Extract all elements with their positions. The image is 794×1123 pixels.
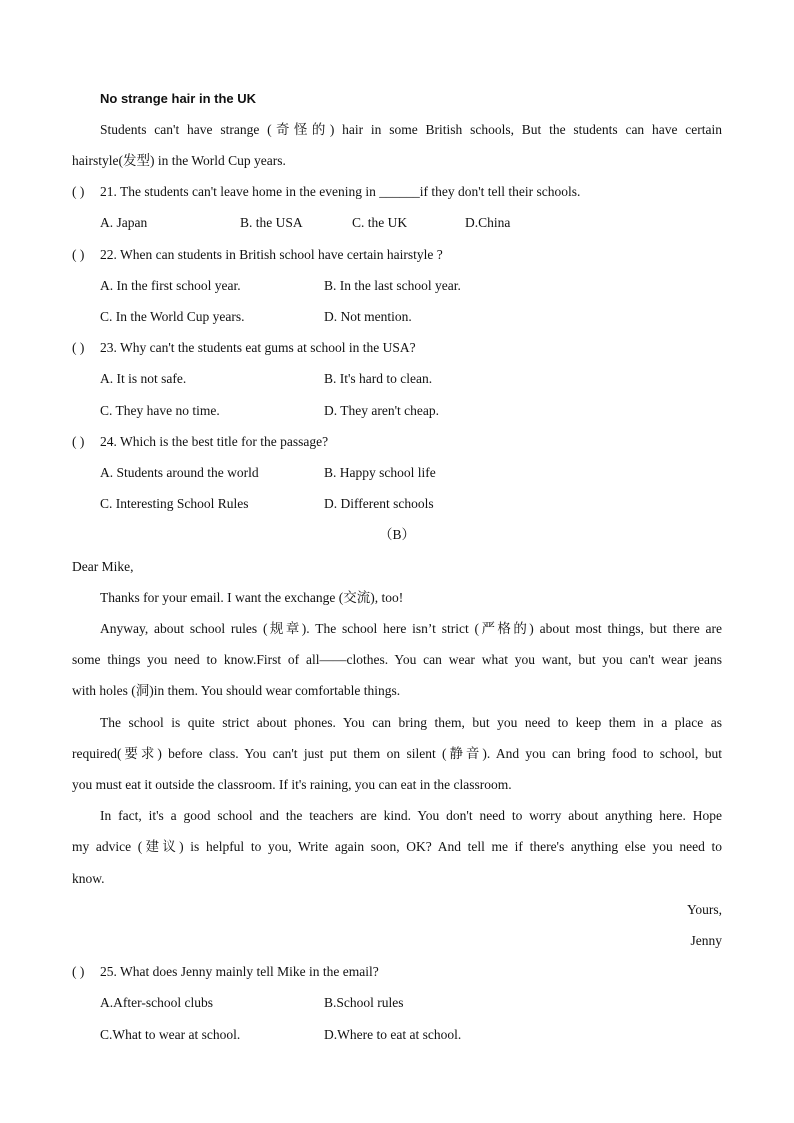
option-a[interactable]: A.After-school clubs xyxy=(100,995,213,1010)
option-c[interactable]: C. the UK xyxy=(352,215,408,230)
question-24: 24. Which is the best title for the passage? xyxy=(100,434,329,449)
option-d[interactable]: D.Where to eat at school. xyxy=(324,1027,462,1042)
paragraph-line: my advice (建议) is helpful to you, Write again soon, OK? And tell me if there's anything else you need to xyxy=(72,839,722,854)
answer-blank[interactable]: ( ) xyxy=(72,964,85,979)
option-d[interactable]: D.China xyxy=(465,215,511,230)
option-a[interactable]: A. In the first school year. xyxy=(100,278,241,293)
option-b[interactable]: B. Happy school life xyxy=(324,465,436,480)
option-c[interactable]: C. In the World Cup years. xyxy=(100,309,245,324)
option-b[interactable]: B.School rules xyxy=(324,995,404,1010)
question-21: 21. The students can't leave home in the evening in ______if they don't tell their schools. xyxy=(100,184,581,199)
question-23: 23. Why can't the students eat gums at school in the USA? xyxy=(100,340,416,355)
paragraph-line: with holes (洞)in them. You should wear comfortable things. xyxy=(72,683,401,698)
question-22: 22. When can students in British school have certain hairstyle ? xyxy=(100,247,443,262)
paragraph-line: Anyway, about school rules (规章). The school here isn’t strict (严格的) about most things, but there are xyxy=(100,621,722,636)
option-c[interactable]: C. They have no time. xyxy=(100,403,220,418)
option-c[interactable]: C. Interesting School Rules xyxy=(100,496,249,511)
answer-blank[interactable]: ( ) xyxy=(72,434,85,449)
option-b[interactable]: B. In the last school year. xyxy=(324,278,461,293)
option-d[interactable]: D. Not mention. xyxy=(324,309,412,324)
paragraph-line: hairstyle(发型) in the World Cup years. xyxy=(72,153,286,168)
paragraph-line: know. xyxy=(72,871,105,886)
paragraph-line: In fact, it's a good school and the teachers are kind. You don't need to worry about anything here. Hope xyxy=(100,808,722,823)
letter-closing: Yours, xyxy=(686,902,722,917)
letter-signature: Jenny xyxy=(690,933,722,948)
paragraph-line: some things you need to know.First of all——clothes. You can wear what you want, but you can't wear jeans xyxy=(72,652,722,667)
answer-blank[interactable]: ( ) xyxy=(72,340,85,355)
option-a[interactable]: A. It is not safe. xyxy=(100,371,187,386)
option-a[interactable]: A. Japan xyxy=(100,215,148,230)
answer-blank[interactable]: ( ) xyxy=(72,184,85,199)
option-d[interactable]: D. They aren't cheap. xyxy=(324,403,440,418)
option-d[interactable]: D. Different schools xyxy=(324,496,434,511)
paragraph-line: Students can't have strange (奇怪的) hair in some British schools, But the students can have certain xyxy=(100,122,722,137)
answer-blank[interactable]: ( ) xyxy=(72,247,85,262)
section-heading: （B） xyxy=(378,527,415,542)
option-a[interactable]: A. Students around the world xyxy=(100,465,259,480)
paragraph-line: you must eat it outside the classroom. If it's raining, you can eat in the classroom. xyxy=(72,777,512,792)
paragraph-line: required(要求) before class. You can't just put them on silent (静音). And you can bring food to school, but xyxy=(72,746,722,761)
option-b[interactable]: B. the USA xyxy=(240,215,303,230)
letter-greeting: Dear Mike, xyxy=(72,559,134,574)
paragraph-line: Thanks for your email. I want the exchange (交流), too! xyxy=(100,590,404,605)
paragraph-line: The school is quite strict about phones. You can bring them, but you need to keep them in a place as xyxy=(100,715,722,730)
option-c[interactable]: C.What to wear at school. xyxy=(100,1027,241,1042)
passage-title: No strange hair in the UK xyxy=(100,91,257,106)
question-25: 25. What does Jenny mainly tell Mike in the email? xyxy=(100,964,379,979)
option-b[interactable]: B. It's hard to clean. xyxy=(324,371,433,386)
